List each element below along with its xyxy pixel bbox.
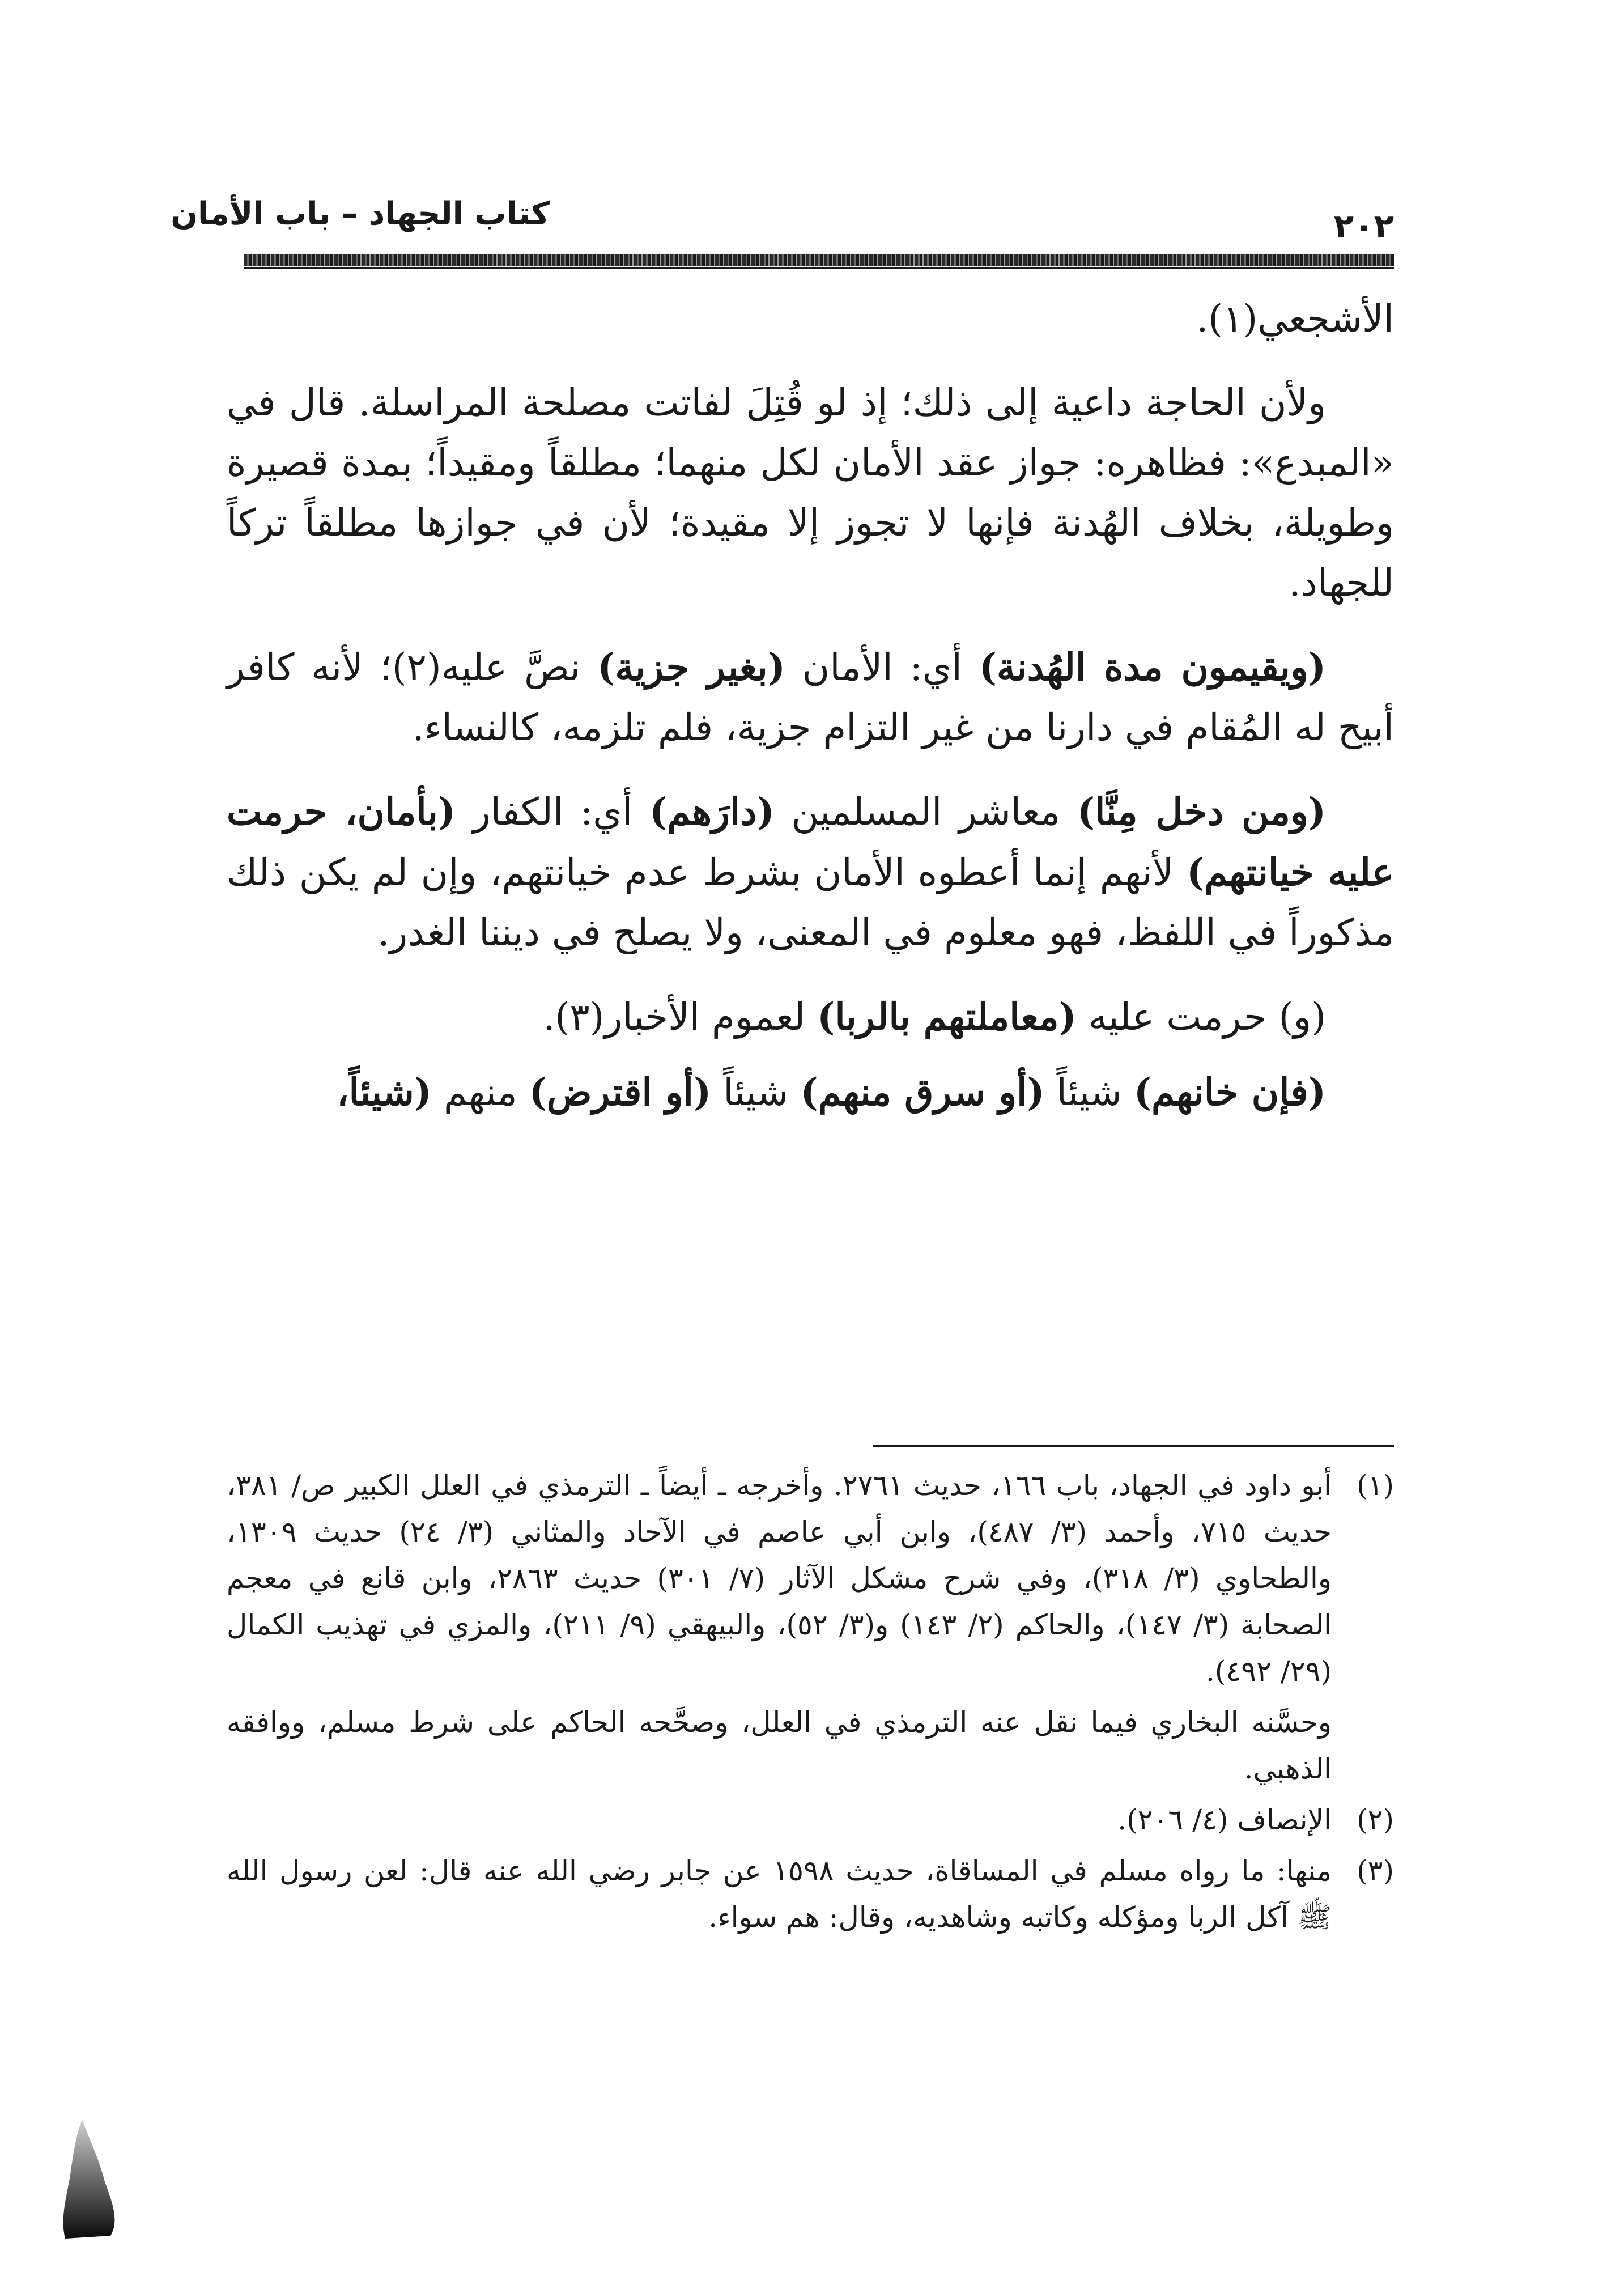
footnote-text: الإنصاف (٤/ ٢٠٦). — [1117, 1803, 1332, 1836]
page-number: ٢٠٢ — [1333, 207, 1394, 245]
footnote-2 — [227, 1797, 1394, 1843]
paragraph-1: الأشجعي(١). — [1196, 297, 1394, 341]
footnotes — [227, 1462, 1394, 1945]
footnote-divider — [873, 1445, 1394, 1447]
paragraph-5: (و) حرمت عليه (معاملتهم بالربا) لعموم الأخبار(٣). — [543, 995, 1326, 1039]
footnote-1-continuation — [227, 1699, 1394, 1792]
footnote-number: (٣) — [1357, 1854, 1394, 1887]
paragraph-6: (فإن خانهم) شيئاً (أو سرق منهم) شيئاً (أو اقترض) منهم (شيئاً، — [337, 1070, 1326, 1114]
footnote-text: منها: ما رواه مسلم في المساقاة، حديث ١٥٩٨ عن جابر رضي الله عنه قال: لعن رسول الله ﷺ آكل الربا ومؤكله وكاتبه وشاهديه، وقال: هم سواء. — [227, 1854, 1332, 1934]
footnote-number: (٢) — [1357, 1803, 1394, 1836]
scan-corner-mark — [59, 2120, 122, 2239]
paragraph-2: ولأن الحاجة داعية إلى ذلك؛ إذ لو قُتِلَ لفاتت مصلحة المراسلة. قال في «المبدع»: فظاهره: جواز عقد الأمان لكل منهما؛ مطلقاً ومقيداً؛ بمدة قصيرة وطويلة، بخلاف الهُدنة فإنها لا تجوز إلا مقيدة؛ لأن في جوازها مطلقاً تركاً للجهاد. — [227, 381, 1394, 605]
footnote-text: أبو داود في الجهاد، باب ١٦٦، حديث ٢٧٦١. وأخرجه ـ أيضاً ـ الترمذي في العلل الكبير ص/ ٣٨١، حديث ٧١٥، وأحمد (٣/ ٤٨٧)، وابن أبي عاصم في الآحاد والمثاني (٣/ ٢٤) حديث ١٣٠٩، والطحاوي (٣/ ٣١٨)، وفي شرح مشكل الآثار (٧/ ٣٠١) حديث ٢٨٦٣، وابن قانع في معجم الصحابة (٣/ ١٤٧)، والحاكم (٢/ ١٤٣) و(٣/ ٥٢)، والبيهقي (٩/ ٢١١)، والمزي في تهذيب الكمال (٢٩/ ٤٩٢). — [227, 1469, 1332, 1688]
footnote-3 — [227, 1848, 1394, 1940]
page-header — [171, 190, 1394, 247]
running-title: كتاب الجهاد – باب الأمان — [171, 196, 550, 232]
header-divider — [244, 254, 1394, 266]
footnote-text: وحسَّنه البخاري فيما نقل عنه الترمذي في العلل، وصحَّحه الحاكم على شرط مسلم، ووافقه الذهبي. — [227, 1706, 1332, 1785]
paragraph-4: (ومن دخل مِنَّا) معاشر المسلمين (دارَهم) أي: الكفار (بأمان، حرمت عليه خيانتهم) لأنهم إنما أعطوه الأمان بشرط عدم خيانتهم، وإن لم يكن ذلك مذكوراً في اللفظ، فهو معلوم في المعنى، ولا يصلح في ديننا الغدر. — [227, 789, 1394, 954]
footnote-number: (١) — [1357, 1469, 1394, 1502]
paragraph-3: (ويقيمون مدة الهُدنة) أي: الأمان (بغير جزية) نصَّ عليه(٢)؛ لأنه كافر أبيح له المُقام في دارنا من غير التزام جزية، فلم تلزمه، كالنساء. — [227, 645, 1394, 749]
footnote-1 — [227, 1462, 1394, 1695]
main-text — [227, 289, 1394, 1146]
